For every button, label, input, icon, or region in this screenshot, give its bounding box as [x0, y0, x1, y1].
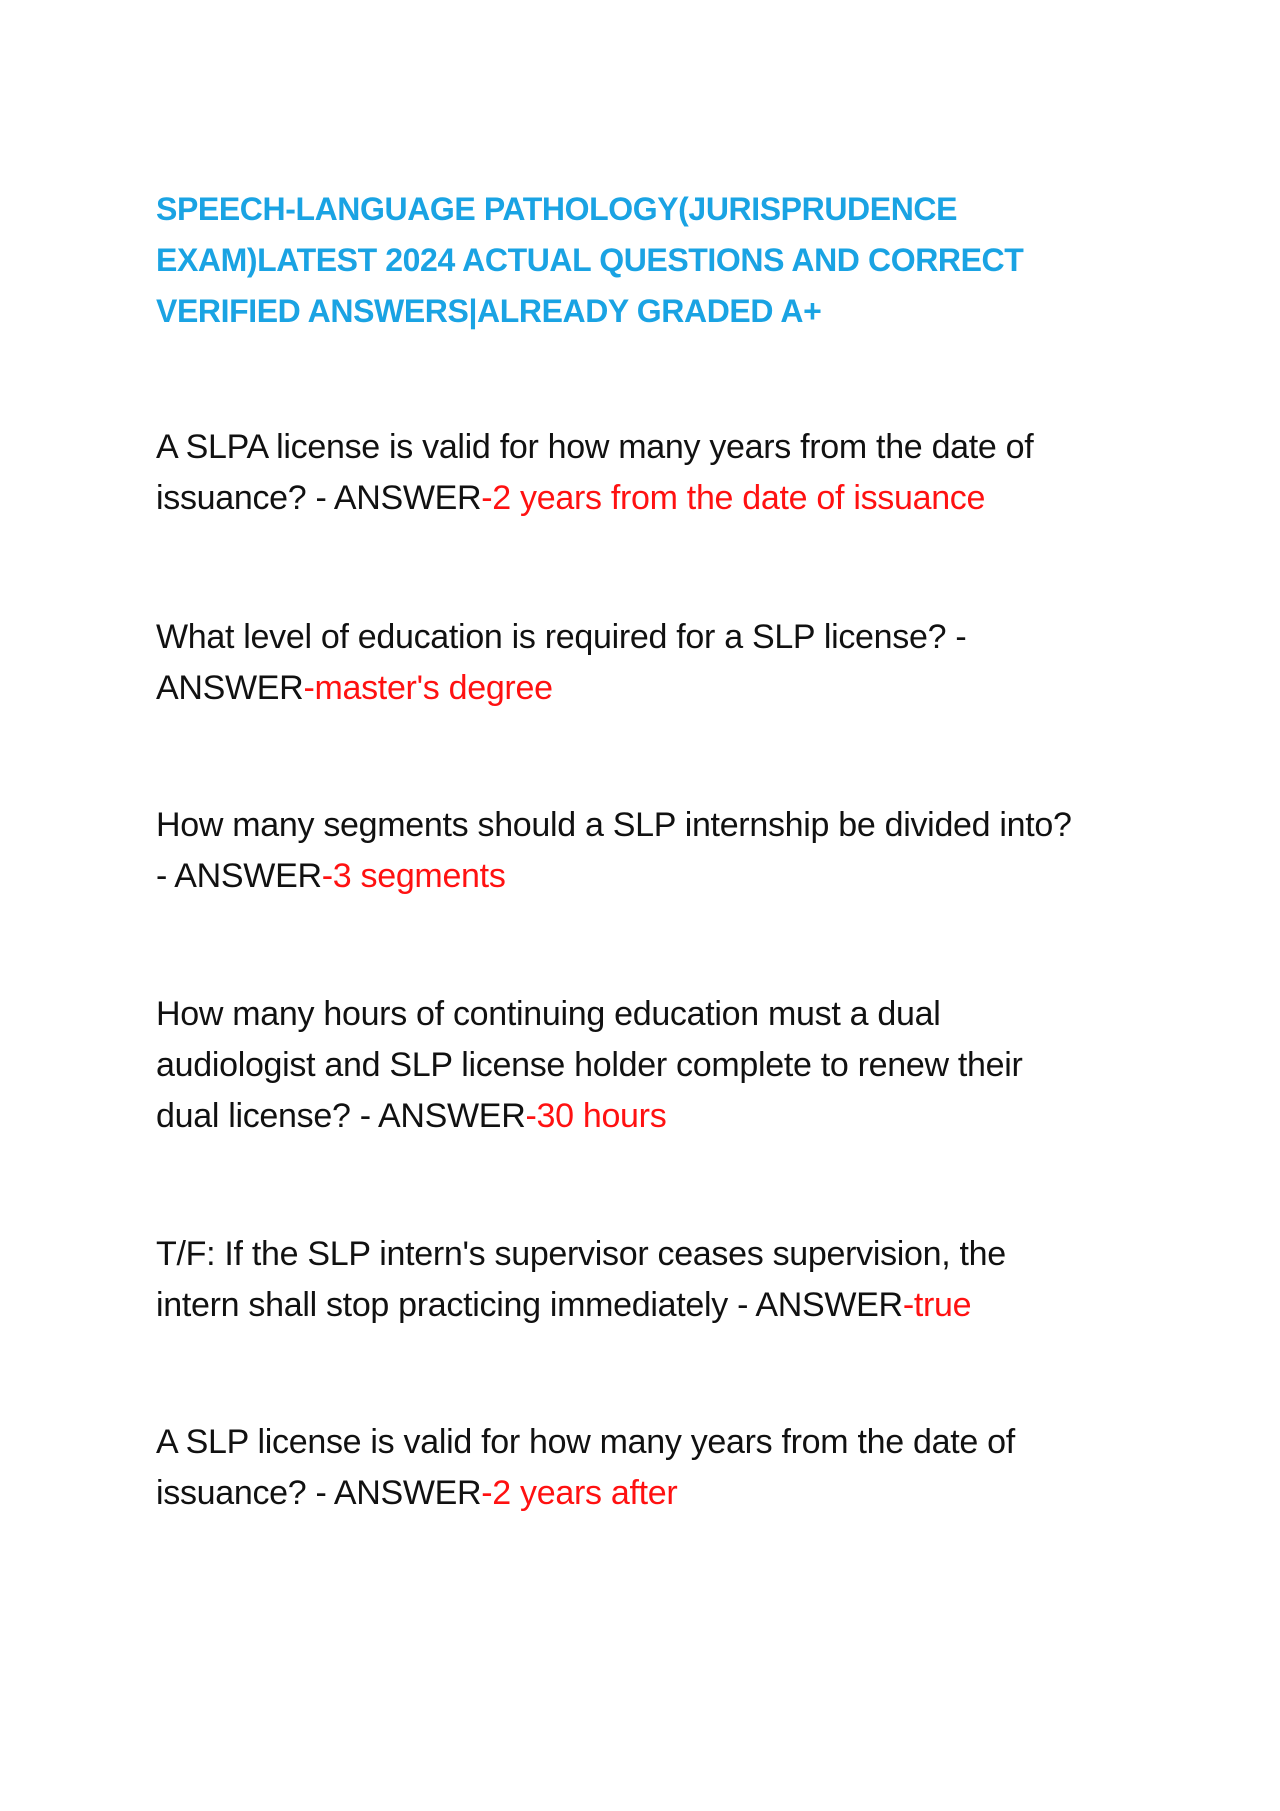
question-line [156, 1468, 1136, 1519]
question-line [156, 989, 1136, 1040]
document-title [156, 184, 1116, 337]
question-line [156, 800, 1136, 851]
qa-item-continuing-education-hours [156, 989, 1136, 1142]
question-text: T/F: If the SLP intern's supervisor ceases supervision, the [156, 1235, 1006, 1273]
answer-text: -2 years from the date of issuance [481, 479, 986, 517]
question-text: How many segments should a SLP internship be divided into? [156, 806, 1072, 844]
answer-text: -30 hours [525, 1097, 667, 1135]
qa-item-supervisor-ceases [156, 1229, 1136, 1331]
question-line [156, 473, 1136, 524]
question-line [156, 1417, 1136, 1468]
title-line: VERIFIED ANSWERS|ALREADY GRADED A+ [156, 293, 822, 329]
question-text: issuance? - ANSWER [156, 1474, 482, 1512]
question-text: How many hours of continuing education must a dual [156, 995, 941, 1033]
answer-text: -master's degree [303, 669, 553, 707]
qa-item-slp-license-validity [156, 1417, 1136, 1519]
question-text: - ANSWER [156, 857, 322, 895]
qa-item-slpa-license-validity [156, 422, 1136, 524]
answer-text: -3 segments [321, 857, 506, 895]
question-text: ANSWER [156, 669, 304, 707]
question-text: A SLPA license is valid for how many years from the date of [156, 428, 1034, 466]
question-line [156, 1280, 1136, 1331]
answer-text: -2 years after [481, 1474, 678, 1512]
question-text: issuance? - ANSWER [156, 479, 482, 517]
question-text: A SLP license is valid for how many years from the date of [156, 1423, 1015, 1461]
question-line [156, 1040, 1136, 1091]
question-line [156, 612, 1136, 663]
title-line: EXAM)LATEST 2024 ACTUAL QUESTIONS AND CORRECT [156, 242, 1024, 278]
question-line [156, 1229, 1136, 1280]
question-line [156, 663, 1136, 714]
question-line [156, 851, 1136, 902]
question-line [156, 422, 1136, 473]
qa-item-internship-segments [156, 800, 1136, 902]
question-text: intern shall stop practicing immediately - ANSWER [156, 1286, 903, 1324]
question-text: audiologist and SLP license holder complete to renew their [156, 1046, 1023, 1084]
qa-item-slp-education [156, 612, 1136, 714]
question-text: dual license? - ANSWER [156, 1097, 526, 1135]
title-line: SPEECH-LANGUAGE PATHOLOGY(JURISPRUDENCE [156, 191, 958, 227]
question-line [156, 1091, 1136, 1142]
answer-text: -true [902, 1286, 972, 1324]
question-text: What level of education is required for a SLP license? - [156, 618, 967, 656]
